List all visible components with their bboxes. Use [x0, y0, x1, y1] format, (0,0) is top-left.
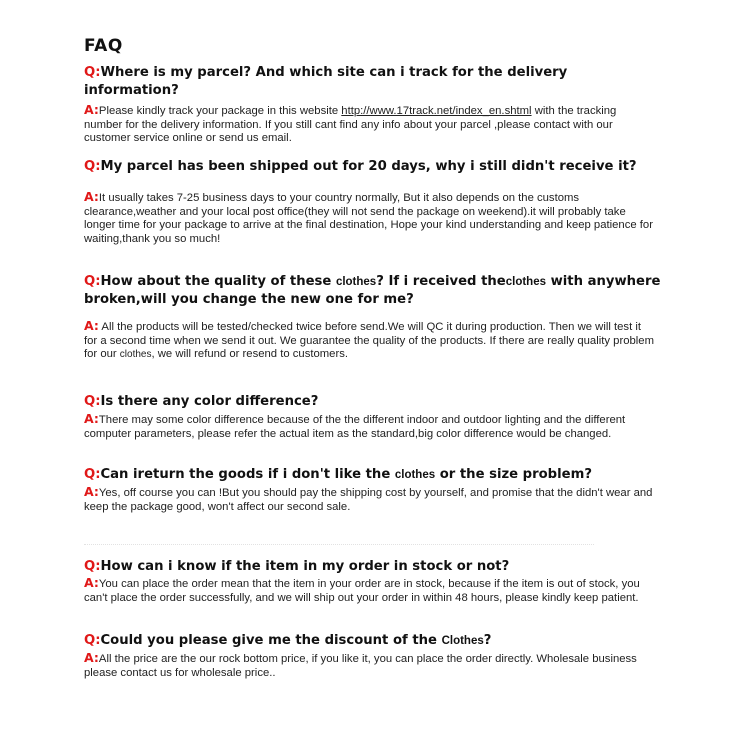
faq-question: [84, 558, 664, 576]
divider: [84, 544, 594, 545]
question-text: ? If i received the: [376, 274, 506, 289]
question-text: Could you please give me the discount of the: [100, 633, 442, 648]
faq-answer: [84, 190, 654, 246]
question-text: How can i know if the item in my order in stock or not?: [100, 559, 510, 574]
question-marker: Q:: [84, 467, 101, 482]
answer-marker: A:: [84, 484, 99, 499]
faq-item: [84, 273, 664, 362]
answer-text: Please kindly track your package in this website: [98, 105, 342, 117]
question-text: ?: [483, 633, 492, 648]
question-word: clothes: [505, 276, 546, 288]
faq-question: [84, 158, 664, 176]
faq-answer: [84, 576, 654, 605]
answer-text: with the tracking number for the delivery information. If you still cant find any info about your parcel ,please contact with our customer service online or send us email.: [84, 105, 617, 144]
answer-text: , we will refund or resend to customers.: [151, 348, 349, 360]
question-marker: Q:: [84, 394, 101, 409]
question-word: clothes: [394, 469, 436, 481]
question-marker: Q:: [84, 559, 101, 574]
answer-word: clothes: [119, 349, 152, 360]
question-text: Where is my parcel? And which site can i track for the delivery information?: [84, 65, 568, 98]
tracking-link[interactable]: http://www.17track.net/index_en.shtml: [341, 105, 532, 117]
question-text: My parcel has been shipped out for 20 days, why i still didn't receive it?: [100, 159, 637, 174]
faq-item: [84, 393, 664, 441]
faq-question: [84, 393, 664, 411]
faq-item: [84, 158, 664, 246]
faq-question: [84, 273, 664, 309]
answer-text: There may some color difference because of the the different indoor and outdoor lighting and the different computer parameters, please refer the actual item as the standard,big color difference would be changed.: [84, 414, 626, 440]
question-marker: Q:: [84, 633, 101, 648]
faq-question: [84, 466, 664, 484]
page-title: FAQ: [84, 36, 123, 56]
answer-marker: A:: [84, 189, 99, 204]
answer-marker: A:: [84, 411, 99, 426]
faq-item: [84, 632, 664, 680]
question-word: clothes: [335, 276, 377, 288]
faq-question: [84, 632, 664, 650]
faq-item: [84, 466, 664, 514]
question-text: Can ireturn the goods if i don't like the: [100, 467, 395, 482]
faq-answer: [84, 651, 654, 680]
faq-answer: [84, 319, 654, 362]
faq-question: [84, 64, 664, 100]
answer-text: All the price are the our rock bottom price, if you like it, you can place the order directly. Wholesale business please contact us for wholesale price..: [84, 653, 637, 679]
faq-answer: [84, 103, 654, 146]
question-text: How about the quality of these: [100, 274, 336, 289]
faq-item: [84, 558, 664, 605]
question-text: with anywhere broken,will you change the new one for me?: [84, 274, 661, 307]
faq-answer: [84, 485, 654, 514]
question-word: Clothes: [441, 635, 484, 647]
question-marker: Q:: [84, 274, 101, 289]
answer-text: You can place the order mean that the item in your order are in stock, because if the item is out of stock, you can't place the order successfully, and we will ship out your order in within 48 hours, please kindly keep patient.: [84, 578, 640, 604]
answer-text: Yes, off course you can !But you should pay the shipping cost by yourself, and promise that the didn't wear and keep the package good, won't affect our second sale.: [84, 487, 653, 513]
question-marker: Q:: [84, 159, 101, 174]
answer-text: All the products will be tested/checked twice before send.We will QC it during production. Then we will test it for a second time when we send it out. We guarantee the quality of the products. If there are really quality problem for our: [84, 321, 654, 360]
faq-answer: [84, 412, 654, 441]
answer-marker: A:: [84, 318, 99, 333]
question-text: Is there any color difference?: [100, 394, 319, 409]
answer-text: It usually takes 7-25 business days to your country normally, But it also depends on the customs clearance,weather and your local post office(they will not send the package on weekend).it will probably take longer time for your package to arrive at the final destination, Hope your kind understanding and keep patience for waiting,thank you so much!: [84, 192, 653, 245]
faq-item: [84, 64, 664, 146]
answer-marker: A:: [84, 650, 99, 665]
answer-marker: A:: [84, 575, 99, 590]
answer-marker: A:: [84, 102, 99, 117]
question-text: or the size problem?: [435, 467, 592, 482]
question-marker: Q:: [84, 65, 101, 80]
